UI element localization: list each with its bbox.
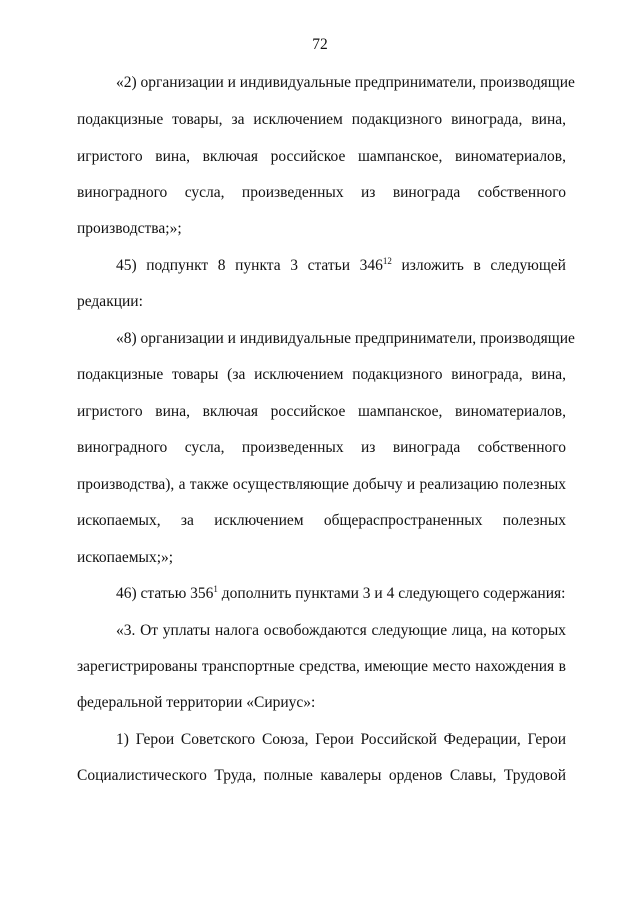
text-line: «3. От уплаты налога освобождаются следующие лица, на которых <box>116 622 566 639</box>
text-line: производства;»; <box>77 220 182 237</box>
text-line: производства), а также осуществляющие добычу и реализацию полезных <box>77 476 566 493</box>
superscript: 12 <box>382 256 392 266</box>
text-line: игристого вина, включая российское шампанское, виноматериалов, <box>77 148 566 165</box>
text-line: игристого вина, включая российское шампанское, виноматериалов, <box>77 403 566 420</box>
text-line: «8) организации и индивидуальные предприниматели, производящие <box>116 330 575 347</box>
text-line: федеральной территории «Сириус»: <box>77 694 316 711</box>
text-line: виноградного сусла, произведенных из винограда собственного <box>77 439 566 456</box>
text-line: виноградного сусла, произведенных из винограда собственного <box>77 184 566 201</box>
text-line: 1) Герои Советского Союза, Герои Российской Федерации, Герои <box>116 731 566 748</box>
text-line <box>116 584 566 604</box>
text-line: подакцизные товары (за исключением подакцизного винограда, вина, <box>77 366 566 383</box>
text-line: ископаемых;»; <box>77 549 174 566</box>
text-fragment: дополнить пунктами 3 и 4 следующего содержания: <box>217 585 566 602</box>
text-line: «2) организации и индивидуальные предприниматели, производящие <box>116 74 575 91</box>
superscript: 1 <box>213 584 218 594</box>
text-fragment: изложить в следующей <box>391 257 566 274</box>
text-line: зарегистрированы транспортные средства, имеющие место нахождения в <box>77 658 566 675</box>
text-line: Социалистического Труда, полные кавалеры орденов Славы, Трудовой <box>77 767 566 784</box>
text-line <box>116 256 566 276</box>
text-fragment: 46) статью 356 <box>116 585 214 602</box>
text-line: ископаемых, за исключением общераспространенных полезных <box>77 512 566 529</box>
page-number: 72 <box>312 36 328 53</box>
text-line: подакцизные товары, за исключением подакцизного винограда, вина, <box>77 111 566 128</box>
text-line: редакции: <box>77 293 143 310</box>
text-fragment: 45) подпункт 8 пункта 3 статьи 346 <box>116 257 383 274</box>
